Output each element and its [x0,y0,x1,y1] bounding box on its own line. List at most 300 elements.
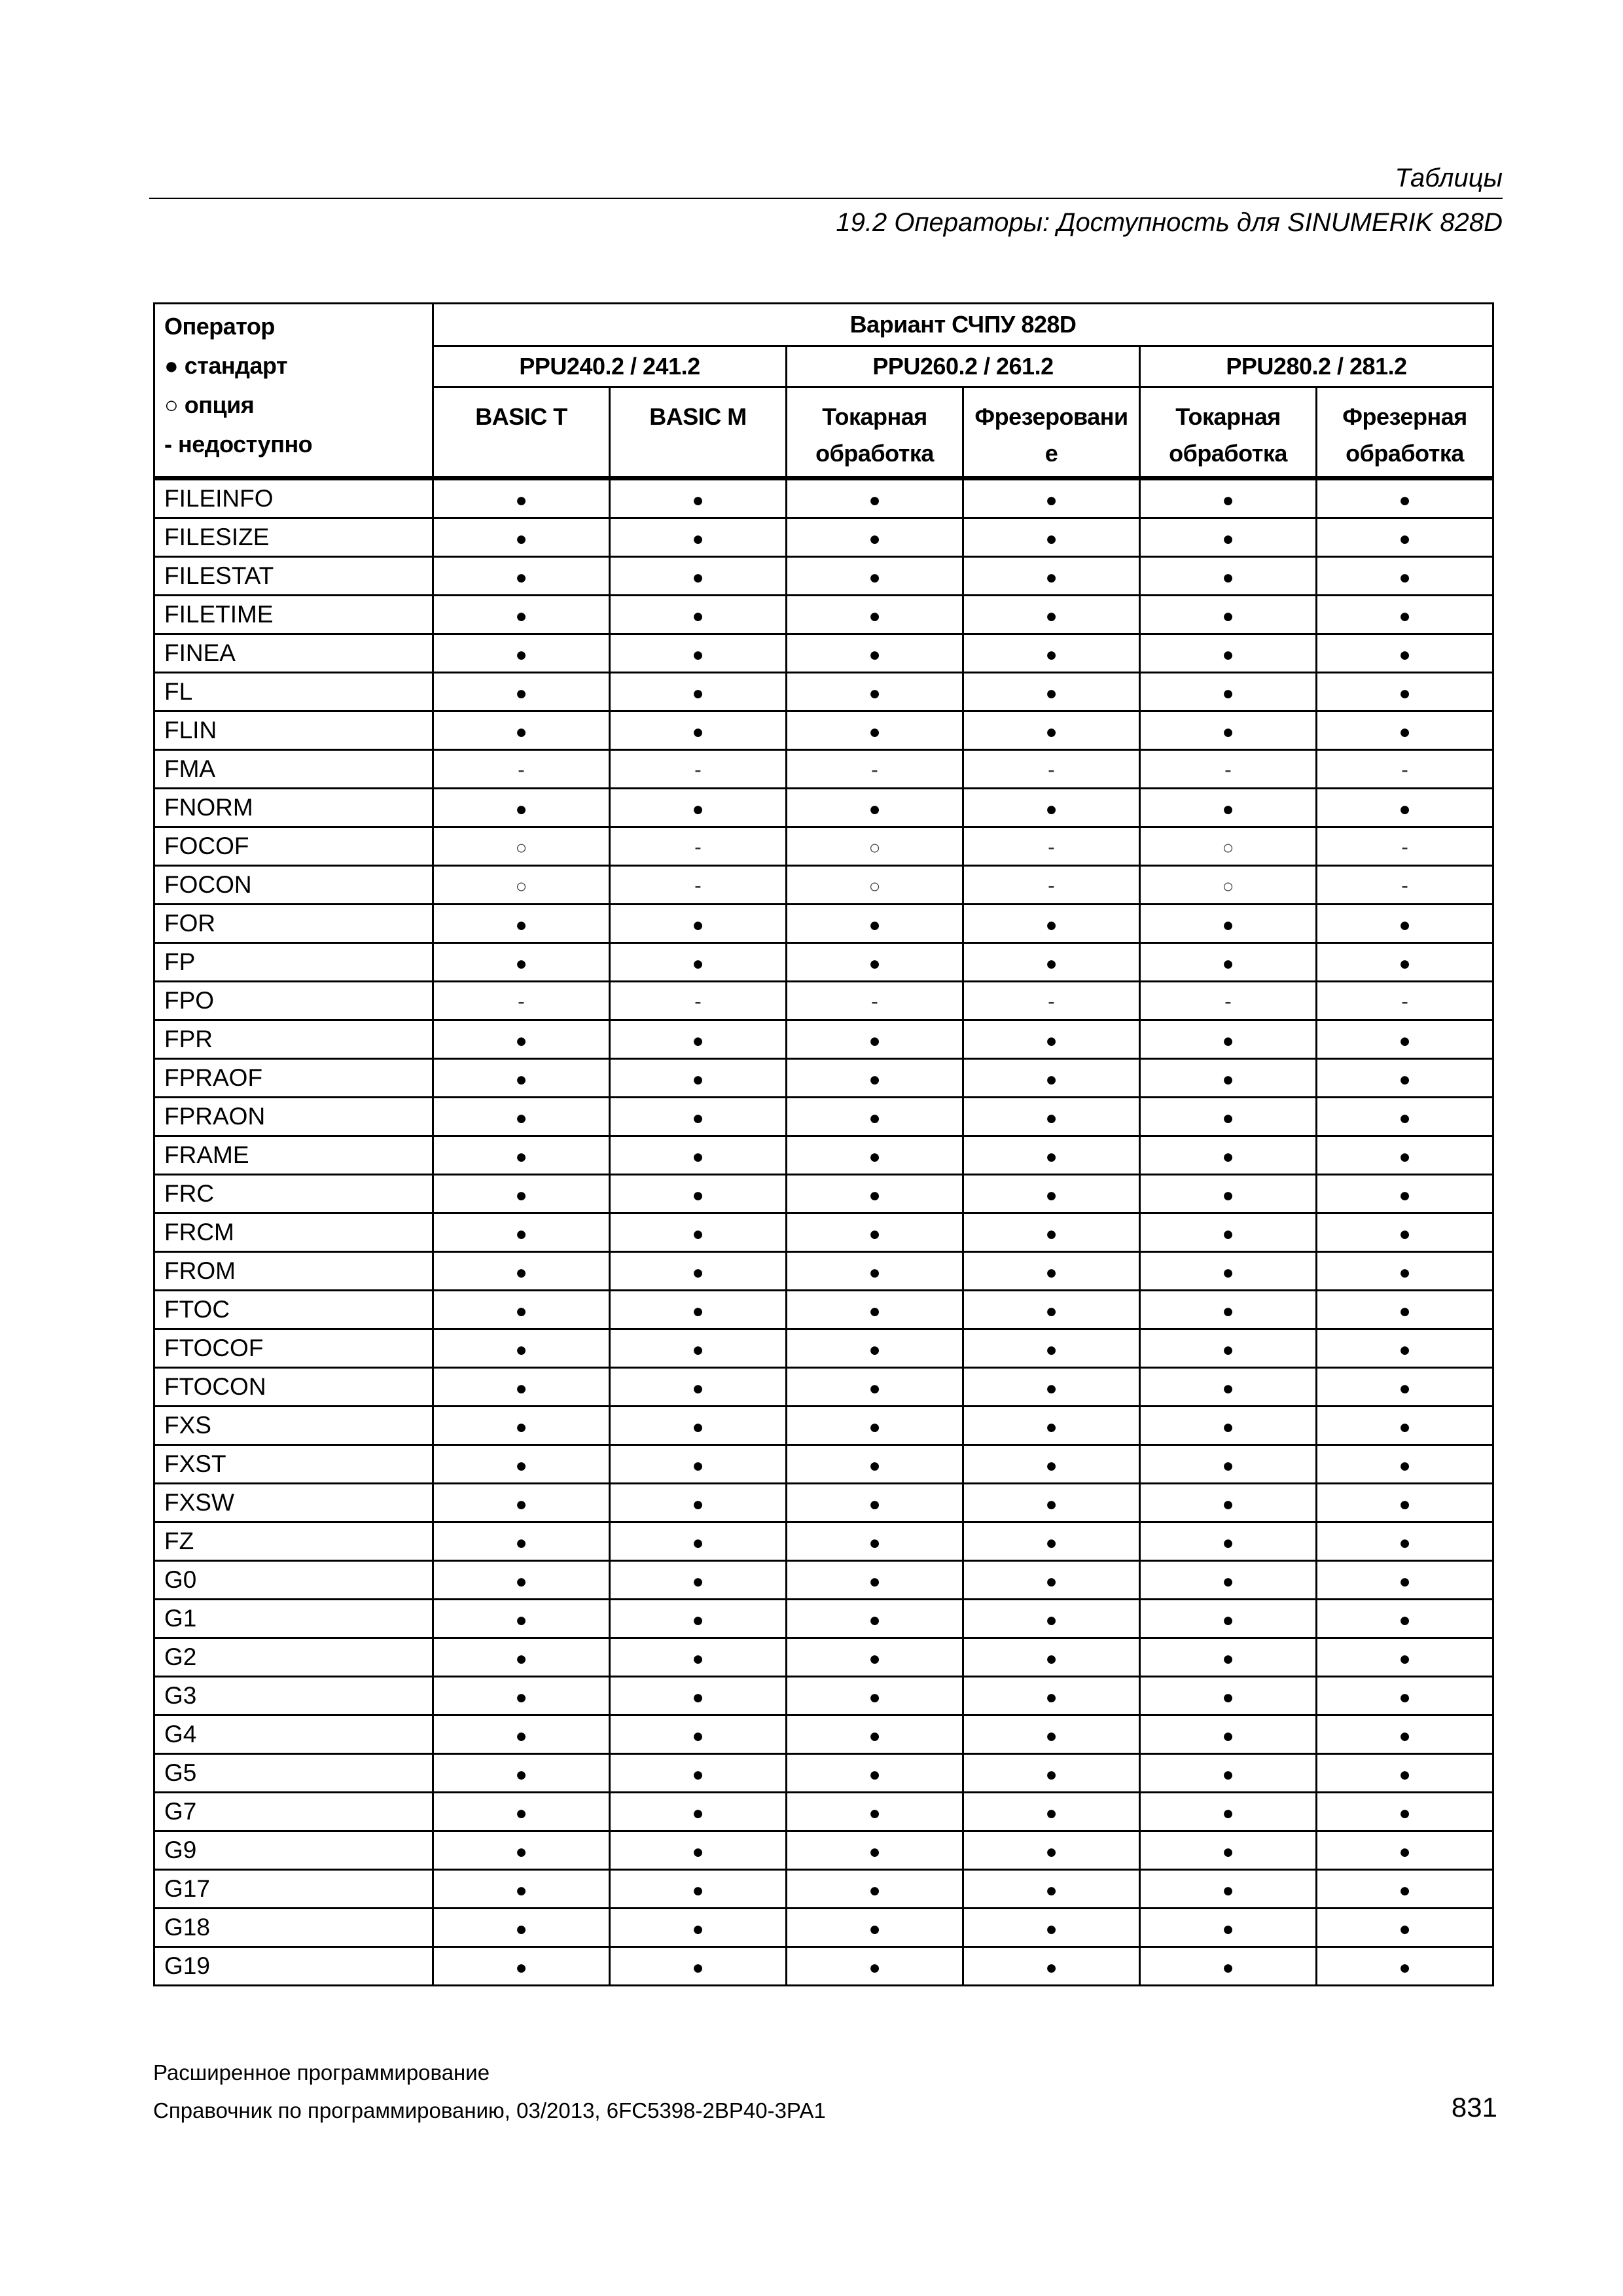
availability-cell [1317,982,1493,1020]
standard-mark: ● [515,1841,527,1863]
standard-mark: ● [515,1494,527,1515]
availability-cell [1317,1947,1493,1986]
availability-cell [963,1484,1140,1522]
standard-mark: ● [1222,1416,1234,1438]
availability-cell [1140,596,1317,634]
availability-cell [963,1059,1140,1098]
standard-mark: ● [1045,1416,1058,1438]
availability-cell [1140,1020,1317,1059]
operator-name: FMA [154,750,433,789]
availability-cell [963,1677,1140,1715]
standard-mark: ● [515,1725,527,1747]
header-divider [149,198,1503,199]
availability-cell [1140,478,1317,518]
standard-mark: ● [1222,1069,1234,1090]
availability-cell [963,1715,1140,1754]
standard-mark: ● [1222,1455,1234,1477]
standard-mark: ● [1045,1494,1058,1515]
availability-cell [787,943,963,982]
availability-cell [787,478,963,518]
availability-cell [787,557,963,596]
standard-mark: ● [1045,1146,1058,1168]
standard-mark: ● [515,1030,527,1052]
availability-cell [610,1522,787,1561]
availability-cell [963,750,1140,789]
standard-mark: ● [1222,567,1234,588]
standard-mark: ● [1399,953,1411,975]
unavailable-mark: - [1048,835,1055,859]
availability-cell [1317,1175,1493,1213]
availability-cell [787,1059,963,1098]
availability-cell [787,1252,963,1291]
availability-cell [1140,1793,1317,1831]
availability-cell [963,1947,1140,1986]
operator-name: FILETIME [154,596,433,634]
standard-mark: ● [1045,1648,1058,1670]
standard-mark: ● [515,1764,527,1785]
availability-cell [1317,1600,1493,1638]
availability-cell [610,750,787,789]
table-row [154,982,1493,1020]
operator-name: FTOCOF [154,1329,433,1368]
standard-mark: ● [692,1880,704,1901]
table-row [154,1098,1493,1136]
standard-mark: ● [1399,1880,1411,1901]
unavailable-mark: - [1048,874,1055,897]
availability-cell [787,1098,963,1136]
standard-mark: ● [1399,1262,1411,1283]
subcolumn-header [963,387,1140,478]
availability-cell [1317,1909,1493,1947]
availability-cell [963,1329,1140,1368]
operator-name: G3 [154,1677,433,1715]
standard-mark: ● [692,1069,704,1090]
availability-cell [1317,1870,1493,1909]
standard-mark: ● [692,1532,704,1554]
availability-cell [787,1561,963,1600]
availability-cell [433,1291,610,1329]
standard-mark: ● [1045,1069,1058,1090]
subcolumn-header-line: Токарная [822,403,927,430]
standard-mark: ● [515,1957,527,1979]
standard-mark: ● [868,1030,881,1052]
availability-cell [610,1715,787,1754]
availability-cell [1140,1291,1317,1329]
availability-cell [1317,1059,1493,1098]
standard-mark: ● [1045,1339,1058,1361]
standard-mark: ● [692,1146,704,1168]
availability-cell [1140,982,1317,1020]
standard-mark: ● [1399,1803,1411,1824]
standard-mark: ● [868,1146,881,1168]
subcolumn-header-line: Токарная [1175,403,1281,430]
option-mark: ○ [515,876,527,897]
standard-mark: ● [868,798,881,820]
unavailable-mark: - [694,990,702,1013]
availability-cell [963,596,1140,634]
availability-cell [963,1831,1140,1870]
availability-cell [1140,827,1317,866]
standard-mark: ● [868,1300,881,1322]
unavailable-mark: - [694,874,702,897]
subcolumn-header-line: обработка [815,440,934,467]
operator-name: FRC [154,1175,433,1213]
standard-mark: ● [1399,644,1411,666]
table-row [154,1020,1493,1059]
group-header: PPU280.2 / 281.2 [1140,346,1493,387]
table-row [154,1909,1493,1947]
operator-name: G1 [154,1600,433,1638]
availability-cell [963,1600,1140,1638]
operator-name: G17 [154,1870,433,1909]
unavailable-mark: - [1401,990,1408,1013]
availability-cell [610,1484,787,1522]
availability-table [153,302,1494,1986]
availability-cell [433,1522,610,1561]
standard-mark: ● [1222,1609,1234,1631]
option-mark: ○ [868,837,881,859]
availability-cell [1140,1329,1317,1368]
standard-mark: ● [1045,1223,1058,1245]
availability-cell [787,1522,963,1561]
availability-cell [433,478,610,518]
standard-mark: ● [868,1918,881,1940]
operator-name: G4 [154,1715,433,1754]
unavailable-mark: - [1401,874,1408,897]
availability-cell [963,1252,1140,1291]
availability-cell [787,1909,963,1947]
availability-cell [1140,1098,1317,1136]
availability-cell [1140,1638,1317,1677]
standard-mark: ● [515,605,527,627]
operator-name: FXSW [154,1484,433,1522]
availability-cell [610,1291,787,1329]
availability-cell [963,1368,1140,1407]
standard-mark: ● [1222,1725,1234,1747]
operator-name: FOCON [154,866,433,905]
standard-mark: ● [1045,1880,1058,1901]
availability-cell [1317,711,1493,750]
availability-cell [1140,1136,1317,1175]
standard-mark: ● [1399,1223,1411,1245]
availability-cell [433,1947,610,1986]
availability-cell [1140,1831,1317,1870]
standard-mark: ● [515,1146,527,1168]
availability-cell [787,905,963,943]
availability-cell [1140,1252,1317,1291]
table-row [154,1484,1493,1522]
standard-mark: ● [692,644,704,666]
standard-mark: ● [515,1107,527,1129]
operator-name: FILESTAT [154,557,433,596]
availability-cell [433,1098,610,1136]
availability-cell [963,1291,1140,1329]
availability-cell [1317,1754,1493,1793]
availability-cell [963,673,1140,711]
availability-cell [610,711,787,750]
standard-mark: ● [1045,1803,1058,1824]
availability-cell [1140,943,1317,982]
availability-cell [1317,943,1493,982]
availability-cell [1317,596,1493,634]
availability-cell [963,711,1140,750]
availability-cell [433,518,610,557]
standard-mark: ● [1045,1185,1058,1206]
standard-mark: ● [515,1532,527,1554]
availability-cell [433,943,610,982]
standard-mark: ● [1222,1339,1234,1361]
availability-cell [963,1098,1140,1136]
standard-mark: ● [1045,1957,1058,1979]
group-header: PPU240.2 / 241.2 [433,346,787,387]
standard-mark: ● [1399,1416,1411,1438]
availability-cell [433,1793,610,1831]
availability-cell [433,1136,610,1175]
table-row [154,1407,1493,1445]
table-row [154,866,1493,905]
standard-mark: ● [868,1069,881,1090]
option-mark: ○ [1222,837,1234,859]
availability-cell [433,673,610,711]
standard-mark: ● [1399,1455,1411,1477]
standard-mark: ● [868,1416,881,1438]
standard-mark: ● [1399,721,1411,743]
standard-mark: ● [692,1571,704,1592]
standard-mark: ● [1045,1262,1058,1283]
availability-cell [433,596,610,634]
availability-cell [610,943,787,982]
standard-mark: ● [692,683,704,704]
standard-mark: ● [868,1880,881,1901]
availability-cell [610,1368,787,1407]
standard-mark: ● [515,1378,527,1399]
availability-cell [787,1445,963,1484]
unavailable-mark: - [871,758,878,781]
availability-cell [1317,1793,1493,1831]
availability-cell [610,1445,787,1484]
table-row [154,1870,1493,1909]
availability-cell [963,1213,1140,1252]
standard-mark: ● [1399,1378,1411,1399]
standard-mark: ● [692,1107,704,1129]
standard-mark: ● [1045,914,1058,936]
operator-name: G18 [154,1909,433,1947]
operator-name: FOCOF [154,827,433,866]
availability-cell [1140,789,1317,827]
subsection-title: 19.2 Операторы: Доступность для SINUMERIK 828D [836,208,1503,237]
standard-mark: ● [515,1416,527,1438]
availability-cell [1317,557,1493,596]
standard-mark: ● [1399,1764,1411,1785]
standard-mark: ● [515,644,527,666]
standard-mark: ● [1045,683,1058,704]
operator-name: G19 [154,1947,433,1986]
operator-name: G5 [154,1754,433,1793]
unavailable-mark: - [518,758,525,781]
standard-mark: ● [1222,798,1234,820]
availability-cell [610,1213,787,1252]
standard-mark: ● [692,1455,704,1477]
table-row [154,1329,1493,1368]
availability-cell [963,1909,1140,1947]
availability-cell [1140,1484,1317,1522]
table-row [154,1368,1493,1407]
standard-mark: ● [1399,1725,1411,1747]
standard-mark: ● [515,1803,527,1824]
standard-mark: ● [868,1609,881,1631]
availability-cell [1140,1715,1317,1754]
column-header-operator: Оператор [164,313,275,340]
availability-cell [787,866,963,905]
availability-cell [610,596,787,634]
availability-cell [787,1947,963,1986]
availability-cell [787,1484,963,1522]
standard-mark: ● [1222,914,1234,936]
standard-mark: ● [1045,1030,1058,1052]
standard-mark: ● [868,567,881,588]
standard-mark: ● [515,1339,527,1361]
standard-mark: ● [1399,1300,1411,1322]
subcolumn-header-line: Фрезерная [1342,403,1467,430]
availability-cell [963,866,1140,905]
standard-mark: ● [692,528,704,550]
standard-mark: ● [868,1841,881,1863]
standard-mark: ● [1399,1532,1411,1554]
table-row [154,1715,1493,1754]
standard-mark: ● [868,1957,881,1979]
standard-mark: ● [1045,1571,1058,1592]
operator-name: G2 [154,1638,433,1677]
availability-cell [1317,1252,1493,1291]
standard-mark: ● [515,1185,527,1206]
standard-mark: ● [515,1069,527,1090]
standard-mark: ● [692,1803,704,1824]
unavailable-mark: - [694,758,702,781]
table-row [154,1600,1493,1638]
standard-mark: ● [692,1687,704,1708]
standard-mark: ● [1222,1107,1234,1129]
subcolumn-header-line: Фрезеровани [974,403,1128,430]
standard-mark: ● [1045,1455,1058,1477]
table-row [154,711,1493,750]
standard-mark: ● [692,1918,704,1940]
standard-mark: ● [1222,1957,1234,1979]
standard-mark: ● [1045,1687,1058,1708]
table-row [154,557,1493,596]
availability-cell [1140,1947,1317,1986]
table-row [154,827,1493,866]
standard-mark: ● [1399,1494,1411,1515]
availability-cell [1140,1059,1317,1098]
standard-mark: ● [692,1494,704,1515]
standard-mark: ● [1399,1107,1411,1129]
standard-mark: ● [1399,1185,1411,1206]
subcolumn-header-line: обработка [1169,440,1287,467]
table-row [154,1793,1493,1831]
standard-mark: ● [868,1725,881,1747]
table-row [154,1291,1493,1329]
availability-cell [433,1213,610,1252]
standard-mark: ● [1222,683,1234,704]
operator-name: FZ [154,1522,433,1561]
availability-cell [1140,866,1317,905]
unavailable-mark: - [1401,758,1408,781]
standard-mark: ● [1399,1648,1411,1670]
availability-cell [1317,827,1493,866]
operator-name: FOR [154,905,433,943]
option-mark: ○ [515,837,527,859]
availability-cell [433,1252,610,1291]
availability-cell [433,634,610,673]
availability-cell [433,1368,610,1407]
subcolumn-header [1317,387,1493,478]
availability-cell [1317,1677,1493,1715]
standard-mark: ● [692,1725,704,1747]
availability-cell [1317,905,1493,943]
subcolumn-header-line: BASIC M [649,403,747,430]
availability-cell [1317,1020,1493,1059]
standard-mark: ● [515,1262,527,1283]
operator-name: FILEINFO [154,478,433,518]
availability-cell [610,1175,787,1213]
availability-cell [787,750,963,789]
standard-mark: ● [1399,605,1411,627]
availability-cell [963,1522,1140,1561]
table-row [154,1561,1493,1600]
availability-cell [787,1870,963,1909]
availability-cell [433,905,610,943]
standard-mark: ● [1222,1880,1234,1901]
standard-mark: ● [1222,1300,1234,1322]
standard-mark: ● [868,1687,881,1708]
standard-mark: ● [515,1300,527,1322]
standard-mark: ● [1045,1532,1058,1554]
availability-cell [787,1715,963,1754]
standard-mark: ● [868,605,881,627]
availability-cell [963,1020,1140,1059]
operator-name: FPRAON [154,1098,433,1136]
availability-cell [1317,1136,1493,1175]
availability-cell [963,1638,1140,1677]
availability-cell [1317,1407,1493,1445]
availability-cell [1140,750,1317,789]
standard-mark: ● [868,1803,881,1824]
availability-cell [963,557,1140,596]
availability-cell [963,1870,1140,1909]
standard-mark: ● [1222,1223,1234,1245]
standard-mark: ● [868,1494,881,1515]
standard-mark: ● [692,567,704,588]
availability-cell [1140,905,1317,943]
standard-mark: ● [1222,1532,1234,1554]
availability-cell [787,1754,963,1793]
standard-mark: ● [1399,1069,1411,1090]
section-title: Таблицы [1395,164,1503,192]
availability-cell [433,1445,610,1484]
availability-cell [963,1561,1140,1600]
availability-cell [1140,518,1317,557]
unavailable-mark: - [871,990,878,1013]
group-header: PPU260.2 / 261.2 [787,346,1140,387]
standard-mark: ● [868,721,881,743]
standard-mark: ● [1222,1764,1234,1785]
standard-mark: ● [1045,1725,1058,1747]
availability-cell [610,827,787,866]
availability-cell [610,1059,787,1098]
operator-name: FROM [154,1252,433,1291]
table-row [154,1638,1493,1677]
availability-cell [1140,1870,1317,1909]
